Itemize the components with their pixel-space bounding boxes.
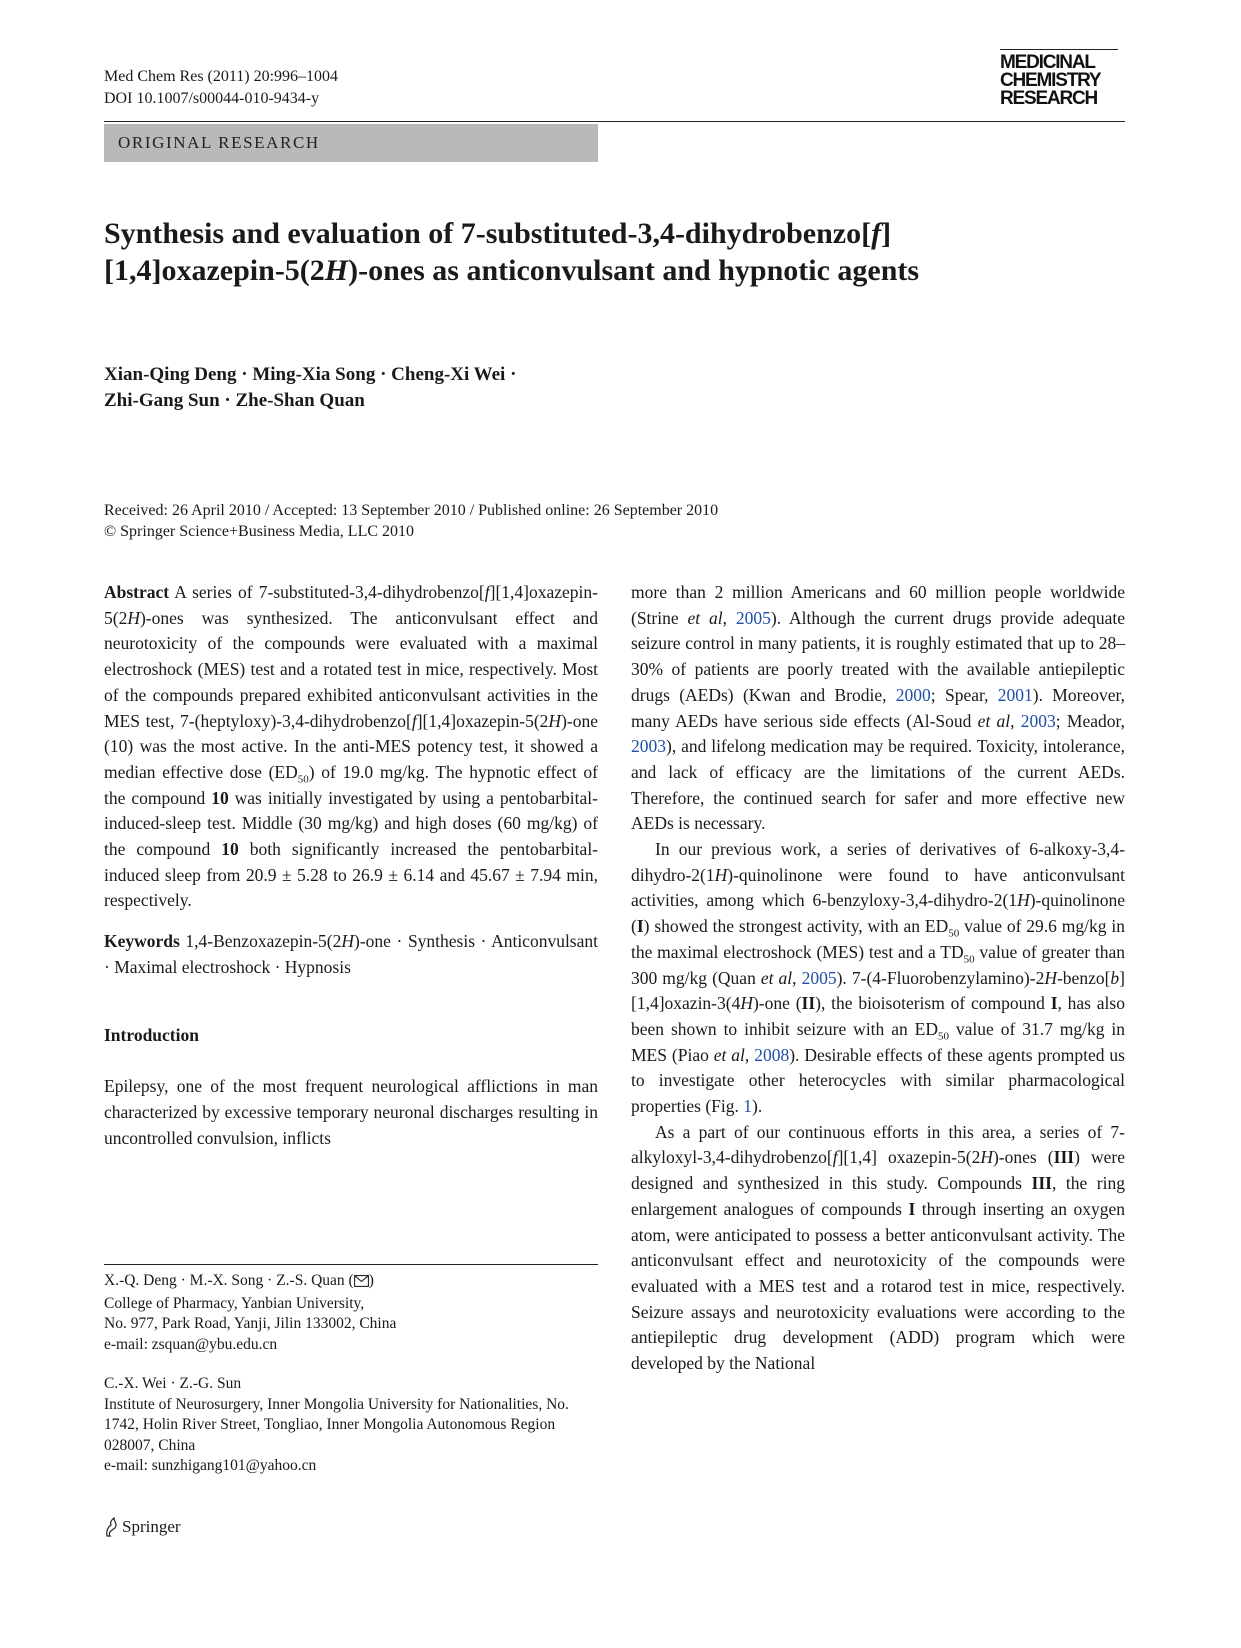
logo-line-3: RESEARCH xyxy=(1000,88,1098,109)
italic-b: b xyxy=(1110,967,1120,988)
italic-f: f xyxy=(484,582,490,602)
body-text: value of 29.6 mg/kg in the maximal electroshock (MES) test and a TD xyxy=(631,916,1125,962)
affiliation-1 xyxy=(104,1271,598,1355)
intro-paragraph-continued xyxy=(631,580,1125,837)
affiliation-rule xyxy=(104,1264,598,1265)
authors-line-2: Zhi-Gang Sun · Zhe-Shan Quan xyxy=(104,390,365,411)
body-text: ; Meador, xyxy=(1055,710,1126,731)
body-text: , has also been shown to inhibit seizure with an ED xyxy=(631,993,1125,1039)
citation-link[interactable]: 2001 xyxy=(997,684,1033,705)
body-text: ). Although the current drugs provide adequate seizure control in many patients, it is roughly estimated that up to 28–30% of patients are poorly treated with the available antiepileptic drugs (AEDs) (Kwan and Brodie, xyxy=(631,607,1125,705)
journal-logo xyxy=(1000,54,1125,108)
figure-link[interactable]: 1 xyxy=(743,1096,753,1117)
publisher-name: Springer xyxy=(122,1517,181,1536)
compound-iii: III xyxy=(1031,1173,1052,1194)
italic-h: H xyxy=(1017,890,1030,911)
current-work-paragraph xyxy=(631,1120,1125,1377)
received-dates: Received: 26 April 2010 / Accepted: 13 September 2010 / Published online: 26 September 2010 xyxy=(104,502,719,519)
abstract-text: ) of 19.0 mg/kg. The hypnotic effect of the compound xyxy=(104,761,598,808)
italic-h: H xyxy=(127,607,140,628)
italic-h: H xyxy=(740,993,753,1014)
page-footer xyxy=(104,1517,181,1537)
body-text: )-quinolinone were found to have anticonvulsant activities, among which 6-benzyloxy-3,4-dihydro-2(1 xyxy=(631,864,1125,911)
abstract-text: A series of 7-substituted-3,4-dihydrobenzo[ xyxy=(169,582,485,602)
keywords xyxy=(104,929,598,980)
title-text: Synthesis and evaluation of 7-substituted-3,4-dihydrobenzo[ xyxy=(104,217,872,250)
compound-ii: II xyxy=(801,993,816,1014)
title-italic-f: f xyxy=(871,217,882,250)
subscript-50: 50 xyxy=(963,953,975,966)
body-text: , xyxy=(722,607,736,628)
previous-work-paragraph xyxy=(631,837,1125,1120)
section-banner: ORIGINAL RESEARCH xyxy=(104,124,598,162)
body-text: value of greater than 300 mg/kg (Quan xyxy=(631,941,1125,988)
italic-f: f xyxy=(411,710,417,731)
italic-h: H xyxy=(980,1147,993,1168)
italic-h: H xyxy=(1044,967,1057,988)
copyright: © Springer Science+Business Media, LLC 2010 xyxy=(104,523,415,540)
affiliation-2-email[interactable]: e-mail: sunzhigang101@yahoo.cn xyxy=(104,1457,317,1474)
abstract-text: )-ones was synthesized. The anticonvulsant effect and neurotoxicity of the compounds were evaluated with a maximal electroshock (MES) test and a rotated test in mice, respectively. Most of the compounds prepared exhibited anticonvulsant activities in the MES test, 7-(heptyloxy)-3,4-dihydrobenzo[ xyxy=(104,607,598,731)
body-text: ), the bioisoterism of compound xyxy=(815,993,1051,1014)
doi: DOI 10.1007/s00044-010-9434-y xyxy=(104,90,320,107)
subscript-50: 50 xyxy=(937,1030,949,1043)
body-text: -benzo[ xyxy=(1056,967,1111,988)
abstract-label: Abstract xyxy=(104,582,170,602)
affiliation-2-address: Institute of Neurosurgery, Inner Mongolia University for Nationalities, No. 1742, Holin River Street, Tongliao, Inner Mongolia Autonomous Region 028007, China xyxy=(104,1395,569,1454)
abstract-text: both significantly increased the pentobarbital-induced sleep from 20.9 ± 5.28 to 26.9 ± 6.14 and 45.67 ± 7.94 min, respectively. xyxy=(104,839,599,911)
abstract-text: ][1,4]oxazepin-5(2 xyxy=(104,582,598,628)
logo-line-2: CHEMISTRY xyxy=(1000,70,1101,91)
affiliation-1-names xyxy=(104,1271,598,1294)
body-text: ; Spear, xyxy=(930,684,998,705)
body-text: ), and lifelong medication may be required. Toxicity, intolerance, and lack of efficacy are the limitations of the current AEDs. Therefore, the continued search for safer and more effective new AEDs is necessary. xyxy=(631,736,1125,834)
publication-history xyxy=(104,500,1124,542)
subscript-50: 50 xyxy=(297,773,309,786)
keywords-text: )-one · Synthesis · Anticonvulsant · Maximal electroshock · Hypnosis xyxy=(104,931,598,977)
italic-f: f xyxy=(832,1147,838,1168)
body-text: ) showed the strongest activity, with an ED xyxy=(643,916,949,937)
citation-link[interactable]: 2005 xyxy=(735,607,771,628)
italic-h: H xyxy=(341,931,355,952)
affiliation-1-institution: College of Pharmacy, Yanbian University, xyxy=(104,1294,365,1312)
title-italic-h: H xyxy=(324,254,349,287)
et-al: et al xyxy=(687,607,723,628)
citation-link[interactable]: 2003 xyxy=(1020,710,1056,731)
left-column xyxy=(104,580,598,1151)
introduction-heading: Introduction xyxy=(104,1024,199,1045)
body-text: more than 2 million Americans and 60 million people worldwide (Strine xyxy=(631,582,1125,628)
affiliation-2 xyxy=(104,1374,598,1477)
affiliation-1-email[interactable]: e-mail: zsquan@ybu.edu.cn xyxy=(104,1335,278,1353)
body-text: value of 31.7 mg/kg in MES (Piao xyxy=(631,1018,1126,1065)
body-text: )-one ( xyxy=(752,993,802,1014)
compound-10: 10 xyxy=(221,839,239,860)
body-text: )-ones ( xyxy=(992,1147,1054,1168)
citation-link[interactable]: 2005 xyxy=(801,967,837,988)
et-al: et al xyxy=(977,710,1011,731)
et-al: et al xyxy=(760,967,793,988)
citation-link[interactable]: 2008 xyxy=(754,1044,790,1065)
logo-rule xyxy=(1000,49,1118,50)
italic-h: H xyxy=(714,864,728,885)
compound-10: 10 xyxy=(211,787,229,808)
journal-citation: Med Chem Res (2011) 20:996–1004 xyxy=(104,68,339,85)
title-text: ][1,4]oxazepin-5(2 xyxy=(104,217,892,287)
italic-h: H xyxy=(548,710,562,731)
citation-link[interactable]: 2000 xyxy=(895,684,931,705)
compound-i: I xyxy=(1050,993,1058,1014)
abstract xyxy=(104,580,598,914)
journal-reference xyxy=(104,66,338,110)
body-text: through inserting an oxygen atom, were anticipated to possess a better anticonvulsant activity. The anticonvulsant effect and neurotoxicity of the compounds were evaluated with a MES test and a rotarod test in mice, respectively. Seizure assays and neurotoxicity evaluations were according to the antiepileptic drug development (ADD) program which were developed by the National xyxy=(631,1198,1125,1374)
citation-link[interactable]: 2003 xyxy=(631,736,666,757)
affiliation-names: ) xyxy=(368,1272,374,1289)
body-text: ). 7-(4-Fluorobenzylamino)-2 xyxy=(836,967,1045,988)
keywords-text: 1,4-Benzoxazepin-5(2 xyxy=(179,931,342,952)
affiliation-1-address: No. 977, Park Road, Yanji, Jilin 133002, China xyxy=(104,1315,397,1332)
abstract-text: ][1,4]oxazepin-5(2 xyxy=(416,710,549,731)
right-column xyxy=(631,580,1125,1377)
body-text: , xyxy=(792,967,802,988)
body-text: ][1,4]oxazin-3(4 xyxy=(631,967,1125,1014)
compound-i: I xyxy=(636,916,644,937)
body-text: ][1,4] oxazepin-5(2 xyxy=(837,1147,981,1168)
compound-i: I xyxy=(908,1198,916,1219)
logo-line-1: MEDICINAL xyxy=(1000,52,1095,73)
header-rule xyxy=(104,121,1125,122)
author-list xyxy=(104,362,804,414)
keywords-label: Keywords xyxy=(104,931,180,952)
body-text: ). xyxy=(752,1096,763,1117)
body-text: , xyxy=(1010,710,1021,731)
affiliation-names: X.-Q. Deng · M.-X. Song · Z.-S. Quan ( xyxy=(104,1272,354,1289)
abstract-text: )-one (10) was the most active. In the anti-MES potency test, it showed a median effective dose (ED xyxy=(104,710,598,782)
compound-iii: III xyxy=(1053,1147,1075,1168)
body-text: As a part of our continuous efforts in this area, a series of 7-alkyloxyl-3,4-dihydrobenzo[ xyxy=(631,1121,1125,1168)
body-text: )-quinolinone ( xyxy=(631,890,1125,937)
body-text: ). Moreover, many AEDs have serious side effects (Al-Soud xyxy=(631,684,1125,731)
article-title xyxy=(104,215,1004,289)
body-text: In our previous work, a series of derivatives of 6-alkoxy-3,4-dihydro-2(1 xyxy=(631,839,1125,885)
et-al: et al xyxy=(713,1044,745,1065)
subscript-50: 50 xyxy=(948,927,960,940)
body-text: , xyxy=(744,1044,755,1065)
title-text: )-ones as anticonvulsant and hypnotic agents xyxy=(348,254,920,287)
authors-line-1: Xian-Qing Deng · Ming-Xia Song · Cheng-Xi Wei · xyxy=(104,364,517,385)
body-text: ) were designed and synthesized in this study. Compounds xyxy=(631,1147,1125,1194)
body-text: ). Desirable effects of these agents prompted us to investigate other heterocycles with similar pharmacological properties (Fig. xyxy=(631,1044,1125,1117)
envelope-icon[interactable] xyxy=(354,1273,369,1294)
affiliation-2-names: C.-X. Wei · Z.-G. Sun xyxy=(104,1375,242,1392)
springer-horse-icon xyxy=(104,1517,118,1537)
body-text: , the ring enlargement analogues of compounds xyxy=(631,1173,1125,1219)
abstract-text: was initially investigated by using a pentobarbital-induced-sleep test. Middle (30 mg/kg) and high doses (60 mg/kg) of the compound xyxy=(104,787,598,860)
introduction-paragraph: Epilepsy, one of the most frequent neurological afflictions in man characterized by excessive temporary neuronal discharges resulting in uncontrolled convulsion, inflicts xyxy=(104,1076,598,1148)
